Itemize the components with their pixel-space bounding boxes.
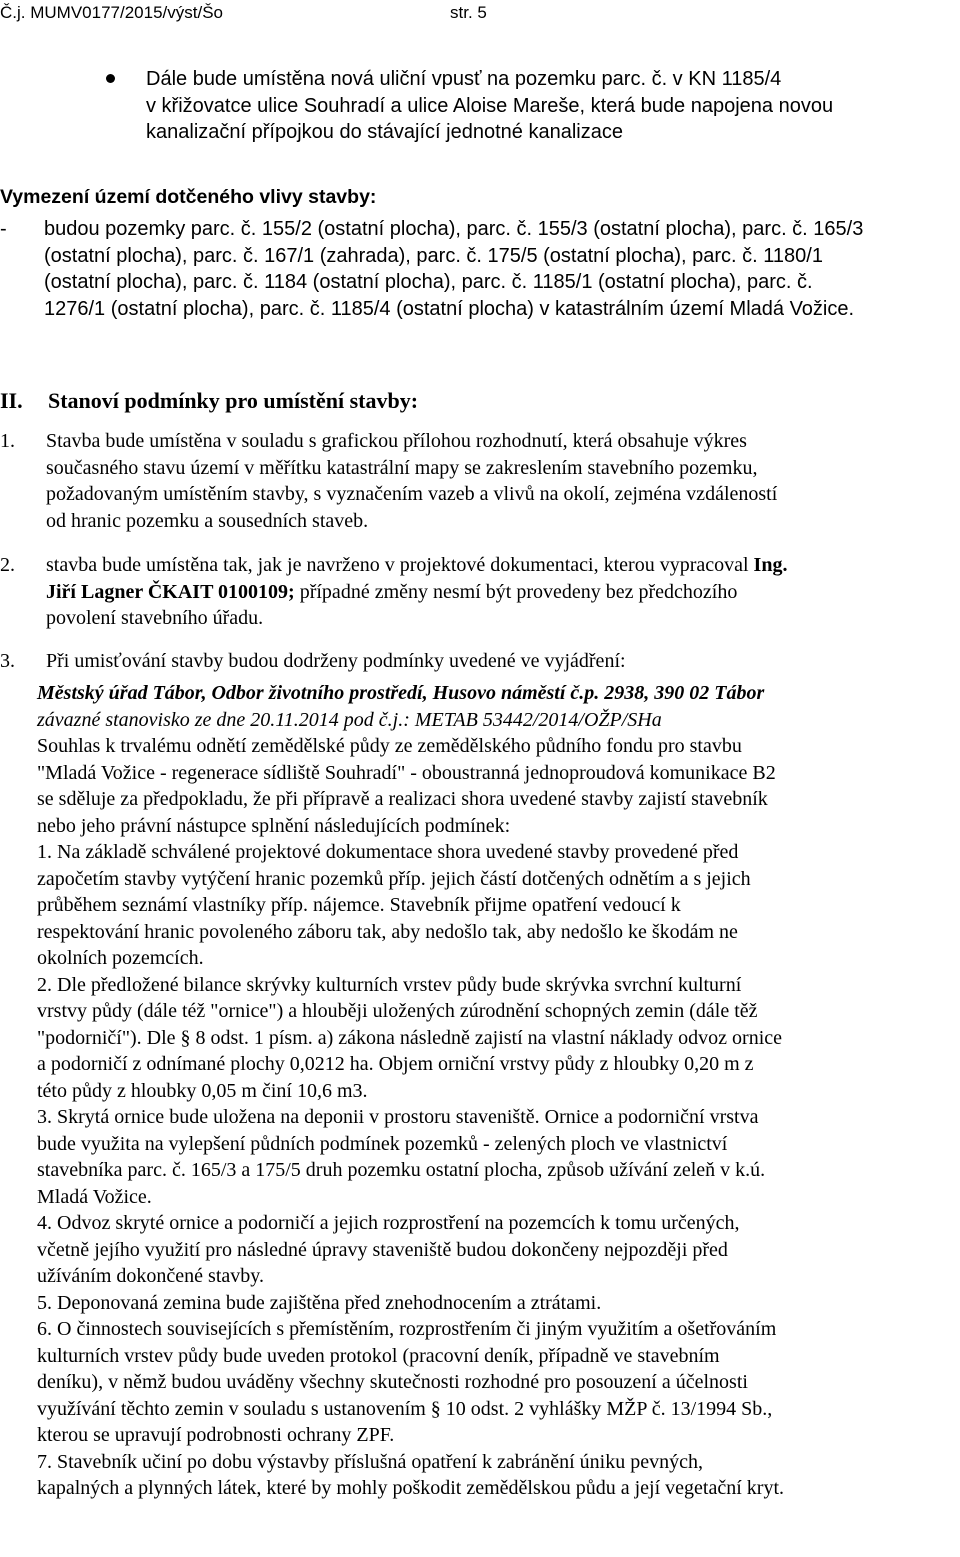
text-line: požadovaným umístěním stavby, s vyznačením vazeb a vlivů na okolí, zejména vzdáleností (46, 483, 778, 505)
item-intro (46, 648, 956, 675)
text-line: "Mladá Vožice - regenerace sídliště Souhradí" - oboustranná jednoproudová komunikace B2 (37, 761, 776, 784)
text-line: Dále bude umístěna nová uliční vpusť na pozemku parc. č. v KN 1185/4 (146, 68, 782, 90)
text-line: kterou se upravují podrobnosti ochrany ZPF. (37, 1424, 395, 1446)
text-line: této půdy z hloubky 0,05 m činí 10,6 m3. (37, 1079, 368, 1102)
item-number: 3. (0, 650, 15, 672)
text-line (46, 579, 956, 606)
bullet-text (146, 66, 946, 146)
statement-reference: závazné stanovisko ze dne 20.11.2014 pod č.j.: METAB 53442/2014/OŽP/SHa (37, 708, 662, 731)
text-line: kapalných a plynných látek, které by mohly poškodit zemědělskou půdu a její vegetační kryt. (37, 1477, 785, 1499)
item-text (46, 428, 956, 534)
engineer-title: Ing. (753, 554, 788, 576)
item-number: 1. (0, 430, 15, 452)
text-line: "podorničí"). Dle § 8 odst. 1 písm. a) zákona následně zajistí na vlastní náklady odvoz ornice (37, 1026, 783, 1049)
text-line: 1. Na základě schválené projektové dokumentace shora uvedené stavby provedené před (37, 841, 739, 863)
text-line: průběhem seznámí vlastníky příp. nájemce. Stavebník přijme opatření vedoucí k (37, 894, 681, 916)
text-line: bude využita na vylepšení půdních podmínek pozemků - zelených ploch ve vlastnictví (37, 1132, 728, 1155)
bullet-icon (106, 74, 115, 83)
text-line: 4. Odvoz skryté ornice a podorničí a jejich rozprostření na pozemcích k tomu určených, (37, 1212, 740, 1234)
text-line: kanalizační přípojkou do stávající jednotné kanalizace (146, 121, 623, 143)
authority-name: Městský úřad Tábor, Odbor životního prostředí, Husovo náměstí č.p. 2938, 390 02 Tábor (37, 682, 765, 704)
text-line: současného stavu území v měřítku katastrální mapy se zakreslením stavebního pozemku, (46, 456, 758, 479)
text-line: Při umisťování stavby budou dodrženy podmínky uvedené ve vyjádření: (46, 650, 626, 672)
section-heading: Vymezení území dotčeného vlivy stavby: (0, 186, 377, 208)
page-number: str. 5 (450, 3, 487, 22)
text-line: 7. Stavebník učiní po dobu výstavby příslušná opatření k zabránění úniku pevných, (37, 1450, 703, 1473)
text-line: 3. Skrytá ornice bude uložena na deponii v prostoru staveniště. Ornice a podorniční vrstva (37, 1106, 759, 1128)
text-line: 1276/1 (ostatní plocha), parc. č. 1185/4 (ostatní plocha) v katastrálním území Mladá Vožice. (44, 297, 855, 320)
text-line: deníku), v němž budou uváděny všechny skutečnosti rozhodné pro posouzení a účelnosti (37, 1371, 748, 1393)
text-line: (ostatní plocha), parc. č. 1184 (ostatní plocha), parc. č. 1185/1 (ostatní plocha), parc. č. (44, 271, 813, 293)
text-line: 2. Dle předložené bilance skrývky kulturních vrstev půdy bude skrývka svrchní kulturní (37, 973, 742, 996)
text-line: Souhlas k trvalému odnětí zemědělské půdy ze zemědělského půdního fondu pro stavbu (37, 735, 742, 757)
item-text-plain: stavba bude umístěna tak, jak je navrženo v projektové dokumentaci, kterou vypracoval (46, 554, 754, 576)
text-line: kulturních vrstev půdy bude uveden protokol (pracovní deník, případně ve stavebním (37, 1344, 720, 1367)
item-text (46, 552, 956, 632)
text-line: okolních pozemcích. (37, 947, 204, 969)
dash-marker: - (0, 218, 7, 240)
text-line: respektování hranic povoleného záboru tak, aby nedošlo tak, aby nedošlo ke škodám ne (37, 920, 738, 943)
text-line: budou pozemky parc. č. 155/2 (ostatní plocha), parc. č. 155/3 (ostatní plocha), parc. č. 165/3 (44, 218, 864, 240)
text-line: (ostatní plocha), parc. č. 167/1 (zahrada), parc. č. 175/5 (ostatní plocha), parc. č. 1180/1 (44, 244, 823, 267)
text-line: stavebníka parc. č. 165/3 a 175/5 druh pozemku ostatní plocha, způsob užívání zeleň v k.ú. (37, 1159, 766, 1181)
text-line: od hranic pozemku a sousedních staveb. (46, 509, 369, 532)
text-line: povolení stavebního úřadu. (46, 607, 264, 629)
text-line: Stavba bude umístěna v souladu s grafickou přílohou rozhodnutí, která obsahuje výkres (46, 430, 747, 452)
section-number: II. (0, 388, 23, 413)
text-line: Mladá Vožice. (37, 1185, 152, 1208)
text-line: 6. O činnostech souvisejících s přemístěním, rozprostřením či jiným využitím a ošetřováním (37, 1318, 777, 1340)
text-line: včetně jejího využití pro následné úpravy staveniště budou dokončeny nejpozději před (37, 1238, 728, 1261)
text-line: nebo jeho právní nástupce splnění následujících podmínek: (37, 814, 511, 837)
item-text-plain: případné změny nesmí být provedeny bez předchozího (294, 580, 738, 603)
section-title: Stanoví podmínky pro umístění stavby: (48, 388, 419, 413)
text-line (46, 552, 956, 579)
text-line: užíváním dokončené stavby. (37, 1265, 264, 1287)
text-line: využívání těchto zemin v souladu s ustanovením § 10 odst. 2 vyhlášky MŽP č. 13/1994 Sb., (37, 1397, 773, 1420)
text-line: v křižovatce ulice Souhradí a ulice Aloise Mareše, která bude napojena novou (146, 94, 834, 117)
affected-area-text (44, 216, 954, 322)
reference-number: Č.j. MUMV0177/2015/výst/Šo (0, 3, 223, 22)
text-line: se sděluje za předpokladu, že při přípravě a realizaci shora uvedené stavby zajistí stavebník (37, 788, 768, 810)
text-line: a podorničí z odnímané plochy 0,0212 ha. Objem orniční vrstvy půdy z hloubky 0,20 m z (37, 1053, 754, 1075)
text-line: započetím stavby vytýčení hranic pozemků příp. jejich částí dotčených odnětím a s jejich (37, 867, 751, 890)
authority-statement (37, 680, 957, 1502)
item-number: 2. (0, 554, 15, 576)
text-line: vrstvy půdy (dále též "ornice") a hlouběji uložených zúrodnění schopných zemin (dále těž (37, 1000, 758, 1022)
text-line: 5. Deponovaná zemina bude zajištěna před znehodnocením a ztrátami. (37, 1291, 602, 1314)
engineer-name: Jiří Lagner ČKAIT 0100109; (46, 580, 295, 603)
